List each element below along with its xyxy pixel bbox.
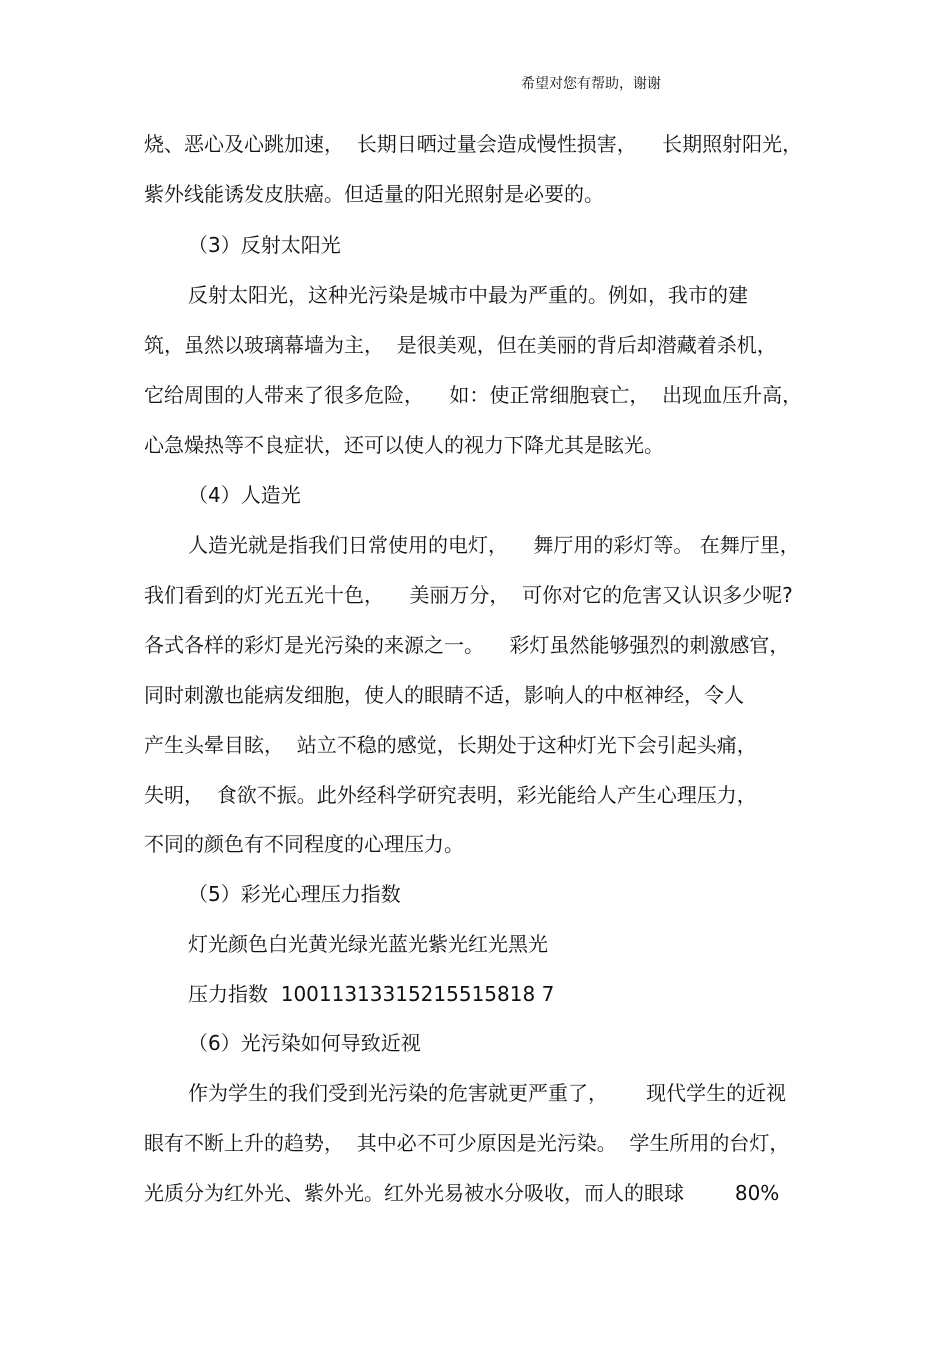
pressure-index-row: 压力指数 10011313315215515818 7 — [188, 982, 555, 1006]
section-heading-5: （5）彩光心理压力指数 — [188, 882, 401, 906]
section-heading-6: （6）光污染如何导致近视 — [188, 1031, 421, 1055]
section-heading-4: （4）人造光 — [188, 483, 301, 507]
text-line-15: 不同的颜色有不同程度的心理压力。 — [144, 832, 464, 856]
text-line-2: 紫外线能诱发皮肤癌。但适量的阳光照射是必要的。 — [144, 182, 604, 206]
text-line-6: 它给周围的人带来了很多危险， 如：使正常细胞衰亡， 出现血压升高， — [144, 383, 803, 407]
text-line-14: 失明， 食欲不振。此外经科学研究表明，彩光能给人产生心理压力， — [144, 783, 757, 807]
text-line-9: 人造光就是指我们日常使用的电灯， 舞厅用的彩灯等。 在舞厅里， — [188, 533, 800, 557]
text-line-13: 产生头晕目眩， 站立不稳的感觉，长期处于这种灯光下会引起头痛， — [144, 733, 757, 757]
text-line-20: 作为学生的我们受到光污染的危害就更严重了， 现代学生的近视 — [188, 1081, 787, 1105]
text-line-1: 烧、恶心及心跳加速， 长期日晒过量会造成慢性损害， 长期照射阳光， — [144, 132, 803, 156]
light-color-row: 灯光颜色白光黄光绿光蓝光紫光红光黑光 — [188, 932, 548, 956]
text-line-12: 同时刺激也能病发细胞，使人的眼睛不适，影响人的中枢神经，令人 — [144, 683, 744, 707]
text-line-4: 反射太阳光，这种光污染是城市中最为严重的。例如，我市的建 — [188, 283, 748, 307]
page-header: 希望对您有帮助，谢谢 — [521, 76, 661, 92]
text-line-22: 光质分为红外光、紫外光。红外光易被水分吸收，而人的眼球 80% — [144, 1181, 780, 1205]
text-line-11: 各式各样的彩灯是光污染的来源之一。 彩灯虽然能够强烈的刺激感官， — [144, 633, 790, 657]
text-line-21: 眼有不断上升的趋势， 其中必不可少原因是光污染。 学生所用的台灯， — [144, 1131, 790, 1155]
text-line-10: 我们看到的灯光五光十色， 美丽万分， 可你对它的危害又认识多少呢? — [144, 583, 793, 607]
section-heading-3: （3）反射太阳光 — [188, 233, 341, 257]
text-line-5: 筑，虽然以玻璃幕墙为主， 是很美观，但在美丽的背后却潜藏着杀机， — [144, 333, 777, 357]
text-line-7: 心急燥热等不良症状，还可以使人的视力下降尤其是眩光。 — [144, 433, 664, 457]
